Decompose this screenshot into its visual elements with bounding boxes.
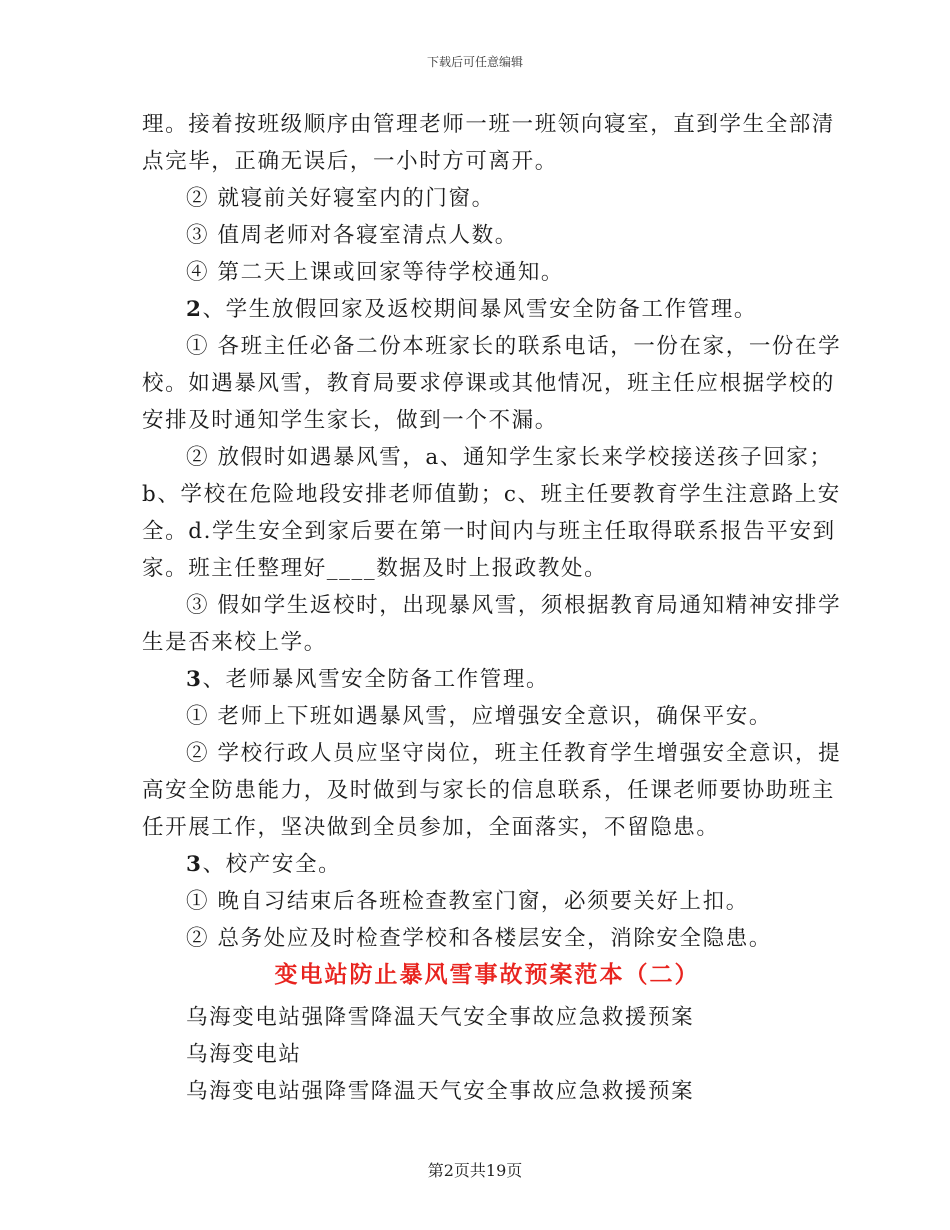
- text-line: ③ 值周老师对各寝室清点人数。: [186, 223, 518, 248]
- text-line: ② 学校行政人员应坚守岗位，班主任教育学生增强安全意识，提: [186, 741, 842, 766]
- text-line: ② 放假时如遇暴风雪，a、通知学生家长来学校接送孩子回家；: [186, 445, 833, 470]
- text-line: 乌海变电站强降雪降温天气安全事故应急救援预案: [186, 1005, 695, 1030]
- text-line: 2、学生放假回家及返校期间暴风雪安全防备工作管理。: [186, 297, 757, 322]
- text-line: ① 晚自习结束后各班检查教室门窗，必须要关好上扣。: [186, 889, 749, 914]
- text-line: 3、老师暴风雪安全防备工作管理。: [186, 667, 550, 692]
- text-line: 3、校产安全。: [186, 852, 342, 877]
- section-number: 2: [186, 297, 203, 322]
- text-line: b、学校在危险地段安排老师值勤；c、班主任要教育学生注意路上安: [142, 482, 841, 507]
- text-line: 全。d.学生安全到家后要在第一时间内与班主任取得联系报告平安到: [142, 519, 836, 544]
- after-title-lines: [142, 999, 802, 1110]
- text-line: ① 老师上下班如遇暴风雪，应增强安全意识，确保平安。: [186, 704, 772, 729]
- text-line: 理。接着按班级顺序由管理老师一班一班领向寝室，直到学生全部清: [142, 112, 836, 137]
- text-line: 家。班主任整理好____数据及时上报政教处。: [142, 556, 608, 581]
- text-line: ④ 第二天上课或回家等待学校通知。: [186, 260, 565, 285]
- section-number: 3: [186, 852, 203, 877]
- paragraph-lines: [142, 106, 842, 957]
- text-line: 生是否来校上学。: [142, 630, 327, 655]
- text-line: ② 就寝前关好寝室内的门窗。: [186, 186, 495, 211]
- text-line: 乌海变电站: [186, 1042, 302, 1067]
- text-line: 乌海变电站强降雪降温天气安全事故应急救援预案: [186, 1079, 695, 1104]
- text-line: ① 各班主任必备二份本班家长的联系电话，一份在家，一份在学: [186, 334, 842, 359]
- text-line: 校。如遇暴风雪，教育局要求停课或其他情况，班主任应根据学校的: [142, 371, 836, 396]
- page-footer: 第2页共19页: [427, 1161, 523, 1180]
- text-line: 高安全防患能力，及时做到与家长的信息联系，任课老师要协助班主: [142, 778, 836, 803]
- text-line: 安排及时通知学生家长，做到一个不漏。: [142, 408, 558, 433]
- text-line: ② 总务处应及时检查学校和各楼层安全，消除安全隐患。: [186, 926, 772, 951]
- text-line: ③ 假如学生返校时，出现暴风雪，须根据教育局通知精神安排学: [186, 593, 842, 618]
- document-body: [142, 106, 842, 1110]
- text-line: 点完毕，正确无误后，一小时方可离开。: [142, 149, 558, 174]
- page-header: 下载后可任意编辑: [426, 55, 523, 69]
- text-line: 任开展工作，坚决做到全员参加，全面落实，不留隐患。: [142, 815, 720, 840]
- section-number: 3: [186, 667, 203, 692]
- section-title: 变电站防止暴风雪事故预案范本（二）: [274, 961, 700, 988]
